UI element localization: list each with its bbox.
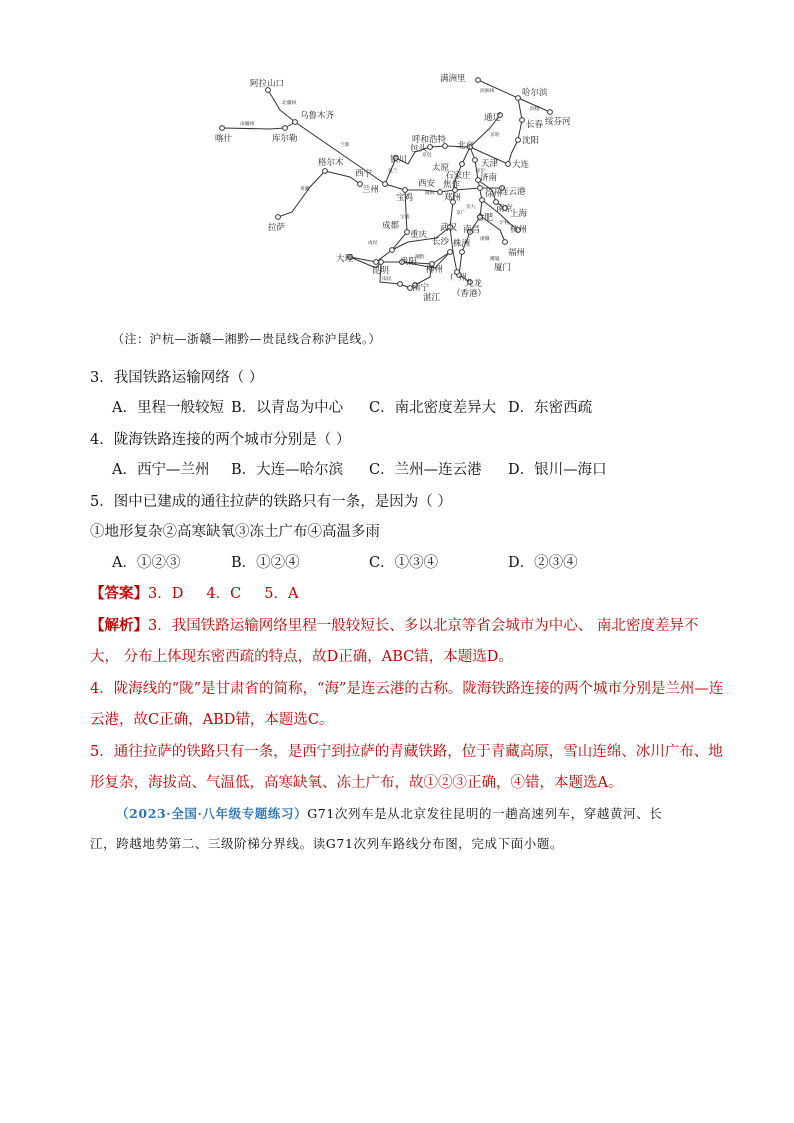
answer-text: 3．D 4．C 5．A xyxy=(148,586,299,602)
rail-label: 京广 xyxy=(456,211,466,216)
city-label: 宝鸡 xyxy=(396,193,414,203)
intro-text: G71次列车是从北京发往昆明的一趟高速列车，穿越黄河、长 xyxy=(307,806,663,821)
option-d[interactable]: D．银川—海口 xyxy=(508,462,607,478)
source-tag: （2023·全国·八年级专题练习） xyxy=(116,806,308,821)
city-label: 天津 xyxy=(481,159,499,169)
option-b[interactable]: B．①②④ xyxy=(231,555,300,571)
rail-label: 宝成 xyxy=(400,215,410,220)
city-label: 沈阳 xyxy=(522,136,540,146)
city-label: 包头 xyxy=(410,144,428,154)
city-label: 呼和浩特 xyxy=(412,135,447,145)
option-c[interactable]: C．①③④ xyxy=(369,555,439,571)
question-4: 4．陇海铁路连接的两个城市分别是（ ） xyxy=(90,432,351,448)
city-label: 绥芬河 xyxy=(545,117,571,127)
city-label: 重庆 xyxy=(410,230,428,240)
city-label: 西安 xyxy=(418,179,436,189)
rail-label: 浙赣 xyxy=(480,237,490,242)
analysis-tag: 【解析】 xyxy=(90,617,148,634)
question-5: 5．图中已建成的通往拉萨的铁路只有一条，是因为（ ） xyxy=(90,494,452,510)
city-label: 广州 xyxy=(450,273,468,283)
city-label: 株洲 xyxy=(453,239,471,249)
rail-label: 京沪 xyxy=(476,169,486,174)
city-label: 连云港 xyxy=(500,187,526,197)
rail-label: 兰新 xyxy=(340,143,350,148)
analysis-line-1 xyxy=(90,614,698,635)
city-label: 湛江 xyxy=(423,293,441,303)
city-label: 长春 xyxy=(526,120,544,130)
option-d[interactable]: D．②③④ xyxy=(508,555,578,571)
city-label: 南京 xyxy=(496,204,514,214)
question-3: 3．我国铁路运输网络（ ） xyxy=(90,370,264,386)
city-label: 北京 xyxy=(457,141,475,151)
option-c[interactable]: C．兰州—连云港 xyxy=(369,462,482,478)
city-label: （香港） xyxy=(452,289,487,299)
city-label: 武汉 xyxy=(440,223,458,233)
option-a[interactable]: A．里程一般较短 xyxy=(112,400,224,416)
city-label: 西宁 xyxy=(355,169,373,179)
city-label: 通辽 xyxy=(484,113,502,123)
analysis-line-5: 5．通往拉萨的铁路只有一条，是西宁到拉萨的青藏铁路，位于青藏高原，雪山连绵、冰川广布、地 xyxy=(90,744,723,760)
city-label: 大连 xyxy=(512,160,530,170)
city-label: 哈尔滨 xyxy=(522,88,548,98)
city-label: 南宁 xyxy=(412,283,430,293)
city-label: 喀什 xyxy=(215,134,233,144)
question-5-conditions: ①地形复杂②高寒缺氧③冻土广布④高温多雨 xyxy=(90,524,380,540)
railway-map xyxy=(200,72,600,312)
analysis-line-4: 云港，故C正确，ABD错，本题选C。 xyxy=(90,712,334,728)
option-b[interactable]: B．以青岛为中心 xyxy=(231,400,344,416)
rail-label: 京哈 xyxy=(490,133,500,138)
rail-label: 陇海 xyxy=(425,191,435,196)
option-a[interactable]: A．西宁—兰州 xyxy=(112,462,210,478)
map-note: （注：沪杭—浙赣—湘黔—贵昆线合称沪昆线。） xyxy=(112,332,382,346)
city-label: 满洲里 xyxy=(440,74,466,84)
city-label: 银川 xyxy=(390,155,408,165)
rail-label: 滨绥 xyxy=(530,107,540,112)
city-label: 徐州 xyxy=(485,189,503,199)
rail-label: 鹰厦 xyxy=(490,257,500,262)
analysis-line-3: 4．陇海线的“陇”是甘肃省的简称，“海”是连云港的古称。陇海铁路连接的两个城市分别是兰州—连 xyxy=(90,681,724,697)
city-label: 阿拉山口 xyxy=(250,79,285,89)
option-d[interactable]: D．东密西疏 xyxy=(508,400,593,416)
rail-label: 青藏 xyxy=(300,187,310,192)
city-label: 长沙 xyxy=(432,237,450,247)
city-label: 石家庄 xyxy=(445,171,471,181)
city-label: 库尔勒 xyxy=(272,134,298,144)
next-intro-line-2: 江，跨越地势第二、三级阶梯分界线。读G71次列车路线分布图，完成下面小题。 xyxy=(90,836,564,851)
rail-label: 京九 xyxy=(466,205,476,210)
rail-label: 沪杭 xyxy=(500,221,510,226)
answer-tag: 【答案】 xyxy=(90,585,148,602)
city-label: 焦作 xyxy=(443,180,461,190)
city-label: 济南 xyxy=(480,173,498,183)
city-label: 太原 xyxy=(432,163,450,173)
city-label: 厦门 xyxy=(494,263,512,273)
city-label: 乌鲁木齐 xyxy=(300,111,335,121)
city-label: 南昌 xyxy=(463,225,481,235)
analysis-line-2: 大， 分布上体现东密西疏的特点，故D正确，ABC错，本题选D。 xyxy=(90,649,513,665)
rail-label: 湘黔 xyxy=(415,255,425,260)
city-label: 成都 xyxy=(382,221,400,231)
analysis-text: 3．我国铁路运输网络里程一般较短长、多以北京等省会城市为中心、 南北密度差异不 xyxy=(148,618,699,634)
rail-label: 京包 xyxy=(422,153,432,158)
city-label: 上海 xyxy=(510,209,528,219)
option-b[interactable]: B．大连—哈尔滨 xyxy=(231,462,344,478)
rail-label: 南疆线 xyxy=(240,122,255,127)
city-label: 福州 xyxy=(508,248,526,258)
city-label: 柳州 xyxy=(426,265,444,275)
rail-label: 成昆 xyxy=(368,241,378,246)
city-label: 郑州 xyxy=(444,193,462,203)
next-intro-line-1 xyxy=(116,804,662,822)
rail-label: 北疆线 xyxy=(282,101,297,106)
answer-line xyxy=(90,582,298,603)
city-label: 合肥 xyxy=(476,213,494,223)
city-label: 昆明 xyxy=(372,266,390,276)
rail-label: 包兰 xyxy=(388,169,398,174)
city-label: 兰州 xyxy=(362,185,380,195)
option-c[interactable]: C．南北密度差异大 xyxy=(369,400,497,416)
city-label: 格尔木 xyxy=(318,158,344,168)
city-label: 九龙 xyxy=(465,279,483,289)
analysis-line-6: 形复杂，海拔高、气温低，高寒缺氧、冻土广布，故①②③正确，④错，本题选A。 xyxy=(90,775,623,791)
city-label: 拉萨 xyxy=(268,223,286,233)
option-a[interactable]: A．①②③ xyxy=(112,555,181,571)
city-label: 杭州 xyxy=(510,225,528,235)
city-label: 贵阳 xyxy=(400,257,418,267)
rail-label: 南昆 xyxy=(382,277,392,282)
city-label: 大理 xyxy=(336,254,354,264)
rail-label: 滨洲线 xyxy=(480,89,495,94)
